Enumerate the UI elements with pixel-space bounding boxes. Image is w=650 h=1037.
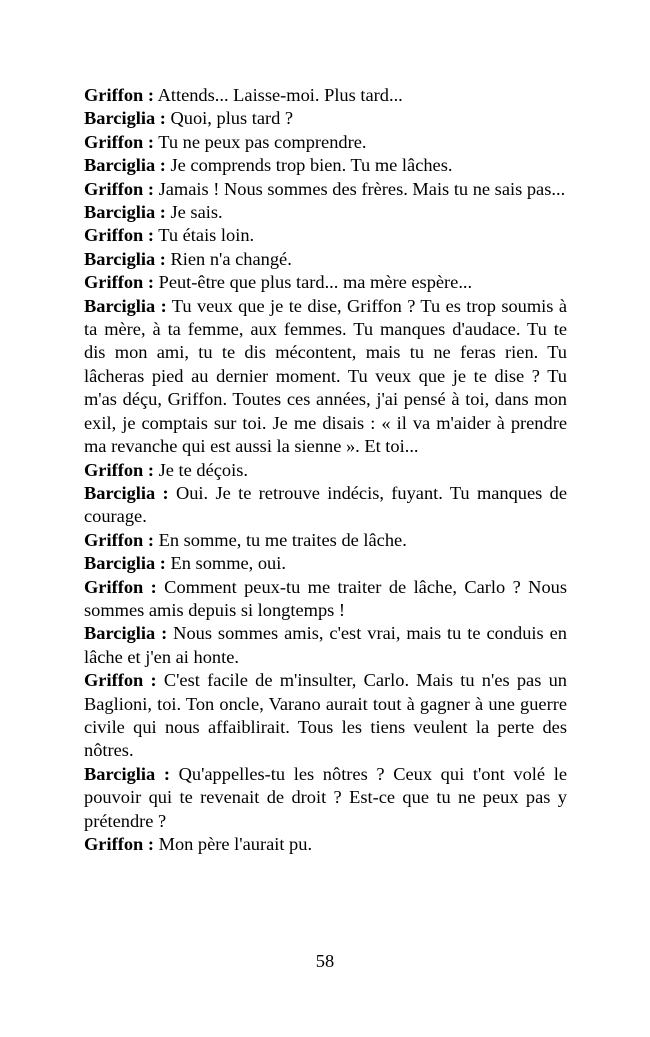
speaker-name: Griffon :: [84, 272, 154, 293]
dialogue-text: Je sais.: [170, 202, 223, 223]
dialogue-text: Jamais ! Nous sommes des frères. Mais tu ne sais pas...: [158, 178, 566, 199]
dialogue-line: [84, 833, 567, 856]
page-number: 58: [315, 951, 335, 971]
speaker-name: Barciglia :: [84, 155, 166, 176]
dialogue-line: [84, 529, 567, 552]
dialogue-text: Oui. Je te retrouve indécis, fuyant. Tu manques de courage.: [84, 482, 567, 527]
speaker-name: Griffon :: [84, 178, 154, 199]
dialogue-text: Je te déçois.: [158, 459, 248, 480]
dialogue-text: Mon père l'aurait pu.: [158, 834, 313, 854]
dialogue-line: [84, 552, 567, 575]
dialogue-line: [84, 84, 567, 107]
dialogue-text: Quoi, plus tard ?: [170, 108, 294, 129]
speaker-name: Griffon :: [84, 225, 154, 246]
dialogue-line: [84, 576, 567, 623]
speaker-name: Barciglia :: [84, 763, 170, 784]
speaker-name: Griffon :: [84, 459, 154, 480]
dialogue-text: Tu veux que je te dise, Griffon ? Tu es trop soumis à ta mère, à ta femme, aux femmes. Tu manques d'audace. Tu te dis mon ami, tu te dis mécontent, mais tu ne feras rien. Tu lâcheras pied au dernier moment. Tu veux que je te dise ? Tu m'as déçu, Griffon. Toutes ces années, j'ai pensé à toi, dans mon exil, je comptais sur toi. Je me disais : « il va m'aider à prendre ma revanche qui est aussi la sienne ». Et toi...: [84, 295, 567, 457]
dialogue-text: Qu'appelles-tu les nôtres ? Ceux qui t'ont volé le pouvoir qui te revenait de droit ? Est-ce que tu ne peux pas y prétendre ?: [84, 763, 567, 831]
dialogue-line: [84, 295, 567, 459]
speaker-name: Barciglia :: [84, 295, 167, 316]
dialogue-text: Je comprends trop bien. Tu me lâches.: [170, 155, 453, 176]
speaker-name: Barciglia :: [84, 553, 166, 574]
dialogue-text: En somme, tu me traites de lâche.: [158, 529, 407, 550]
speaker-name: Griffon :: [84, 85, 154, 105]
dialogue-line: [84, 669, 567, 763]
speaker-name: Barciglia :: [84, 623, 168, 644]
speaker-name: Griffon :: [84, 576, 157, 597]
dialogue-text: Comment peux-tu me traiter de lâche, Carlo ? Nous sommes amis depuis si longtemps !: [84, 576, 567, 620]
speaker-name: Barciglia :: [84, 482, 169, 503]
dialogue-text: Attends... Laisse-moi. Plus tard...: [157, 85, 403, 105]
speaker-name: Barciglia :: [84, 202, 166, 223]
dialogue-line: [84, 459, 567, 482]
dialogue-block: [84, 84, 567, 856]
dialogue-line: [84, 271, 567, 294]
dialogue-text: C'est facile de m'insulter, Carlo. Mais tu n'es pas un Baglioni, toi. Ton oncle, Varano aurait tout à gagner à une guerre civile qui nous affaiblirait. Tous les tiens veulent la perte des nôtres.: [84, 670, 567, 761]
dialogue-text: Rien n'a changé.: [170, 248, 292, 269]
dialogue-text: En somme, oui.: [170, 553, 286, 574]
dialogue-text: Peut-être que plus tard... ma mère espère...: [158, 272, 473, 293]
dialogue-line: [84, 131, 567, 154]
speaker-name: Griffon :: [84, 131, 154, 152]
speaker-name: Griffon :: [84, 670, 157, 691]
dialogue-line: [84, 224, 567, 247]
speaker-name: Barciglia :: [84, 248, 166, 269]
dialogue-text: Nous sommes amis, c'est vrai, mais tu te conduis en lâche et j'en ai honte.: [84, 623, 567, 667]
speaker-name: Barciglia :: [84, 108, 166, 129]
dialogue-text: Tu étais loin.: [158, 225, 255, 246]
speaker-name: Griffon :: [84, 529, 154, 550]
dialogue-line: [84, 248, 567, 271]
dialogue-line: [84, 201, 567, 224]
dialogue-line: [84, 482, 567, 529]
dialogue-line: [84, 178, 567, 201]
dialogue-text: Tu ne peux pas comprendre.: [158, 131, 367, 152]
dialogue-line: [84, 107, 567, 130]
dialogue-line: [84, 763, 567, 833]
dialogue-line: [84, 622, 567, 669]
dialogue-line: [84, 154, 567, 177]
speaker-name: Griffon :: [84, 834, 154, 854]
